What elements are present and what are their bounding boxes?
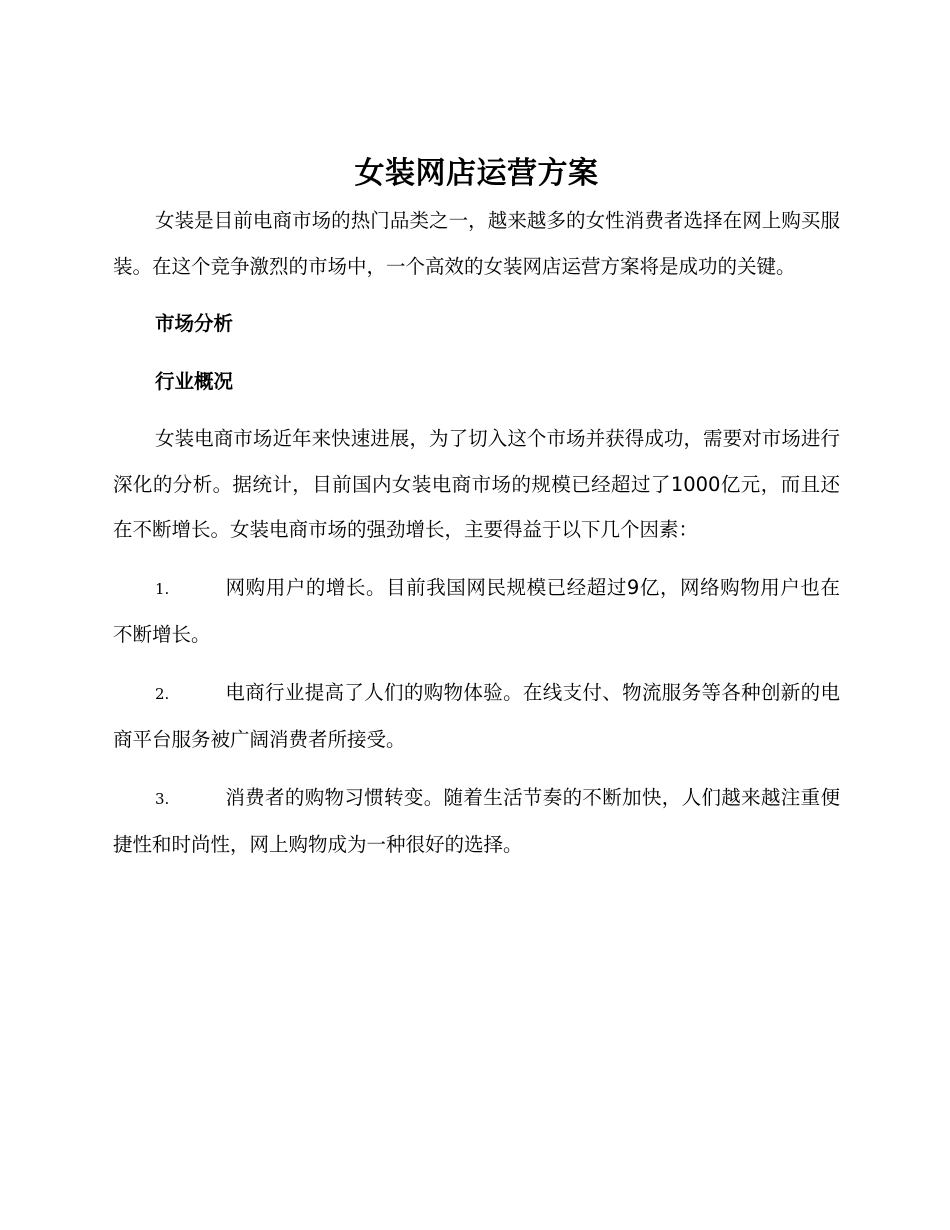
- list-number: 1.: [155, 579, 170, 598]
- spacer: [113, 763, 840, 775]
- list-text: 电商行业提高了人们的购物体验。在线支付、物流服务等各种创新的电商平台服务被广阔消费者所接受。: [113, 680, 840, 751]
- section-heading: 市场分析: [155, 312, 234, 335]
- list-item: [113, 565, 840, 658]
- document-title: 女装网店运营方案: [354, 156, 599, 191]
- list-item: [113, 670, 840, 763]
- subsection-heading: 行业概况: [155, 369, 234, 393]
- document-page: [113, 150, 840, 868]
- spacer: [113, 553, 840, 565]
- spacer: [113, 658, 840, 670]
- list-text: 消费者的购物习惯转变。随着生活节奏的不断加快，人们越来越注重便捷性和时尚性，网上购物成为一种很好的选择。: [113, 785, 840, 856]
- list-number: 2.: [155, 684, 170, 703]
- overview-paragraph: 女装电商市场近年来快速进展，为了切入这个市场并获得成功，需要对市场进行深化的分析。据统计，目前国内女装电商市场的规模已经超过了1000亿元，而且还在不断增长。女装电商市场的强劲增长，主要得益于以下几个因素：: [113, 427, 840, 541]
- list-number: 3.: [155, 789, 170, 808]
- spacer: [113, 289, 840, 301]
- list-text: 网购用户的增长。目前我国网民规模已经超过9亿，网络购物用户也在不断增长。: [113, 575, 840, 646]
- intro-paragraph: 女装是目前电商市场的热门品类之一，越来越多的女性消费者选择在网上购买服装。在这个竞争激烈的市场中，一个高效的女装网店运营方案将是成功的关键。: [113, 209, 840, 278]
- spacer: [113, 347, 840, 359]
- list-item: [113, 775, 840, 868]
- spacer: [113, 404, 840, 416]
